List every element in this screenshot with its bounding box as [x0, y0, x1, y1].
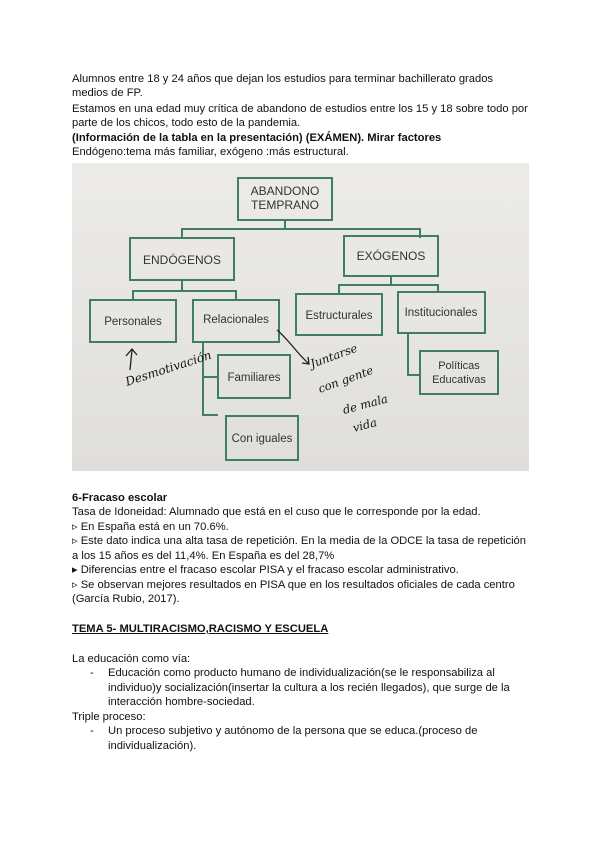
fracaso-line-7: (García Rubio, 2017).	[72, 593, 180, 605]
intro-bold-line: (Información de la tabla en la presentación) (EXÁMEN). Mirar factores	[72, 132, 442, 144]
note-juntarse-1: Juntarse	[308, 340, 360, 371]
fracaso-line-5: ▸ Diferencias entre el fracaso escolar PISA y el fracaso escolar administrativo.	[72, 564, 459, 576]
personales-label: Personales	[104, 316, 162, 328]
tema5-bullet1-line3: interacción hombre-sociedad.	[108, 696, 255, 708]
diagram-photo	[72, 163, 529, 471]
politicas-label-1: Políticas	[438, 360, 480, 372]
intro-line-6: Endógeno:tema más familiar, exógeno :más estructural.	[72, 146, 349, 158]
note-desmotivacion: Desmotivación	[123, 347, 214, 389]
root-label-2: TEMPRANO	[250, 198, 320, 212]
familiares-label: Familiares	[227, 372, 281, 384]
institucionales-label: Institucionales	[404, 307, 478, 319]
endogenos-label: ENDÓGENOS	[142, 253, 222, 267]
endogenos-connectors	[133, 280, 236, 300]
intro-line-2: medios de FP.	[72, 87, 143, 99]
note-juntarse-2: con gente	[316, 363, 375, 396]
bullet-dash-1: -	[90, 667, 94, 679]
fracaso-line-6: ▹ Se observan mejores resultados en PISA que en los resultados oficiales de cada centro	[72, 579, 515, 591]
fracaso-line-1: Tasa de Idoneidad: Alumnado que está en el cuso que le corresponde por la edad.	[72, 506, 481, 518]
arrow-up-icon	[126, 349, 137, 370]
note-juntarse-3: de mala	[341, 391, 390, 417]
tema5-bullet1-line1: Educación como producto humano de individualización(se le responsabiliza al	[108, 667, 495, 679]
tema5-via: La educación como vía:	[72, 653, 191, 665]
exogenos-label: EXÓGENOS	[356, 249, 426, 263]
tema5-bullet2-line1: Un proceso subjetivo y autónomo de la persona que se educa.(proceso de	[108, 725, 478, 737]
intro-line-3: Estamos en una edad muy crítica de abandono de estudios entre los 15 y 18 sobre todo por	[72, 103, 528, 115]
estructurales-label: Estructurales	[305, 310, 373, 322]
relacionales-label: Relacionales	[203, 314, 269, 326]
intro-line-1: Alumnos entre 18 y 24 años que dejan los estudios para terminar bachillerato grados	[72, 73, 494, 85]
tema5-bullet2-line2: individualización).	[108, 740, 197, 752]
concept-diagram	[72, 163, 529, 471]
fracaso-line-3: ▹ Este dato indica una alta tasa de repetición. En la media de la ODCE la tasa de repetición	[72, 535, 527, 547]
politicas-label-2: Educativas	[432, 374, 486, 386]
root-label-1: ABANDONO	[250, 184, 320, 198]
intro-line-4: parte de los chicos, todo esto de la pandemia.	[72, 117, 301, 129]
bullet-dash-2: -	[90, 725, 94, 737]
note-juntarse-4: vida	[351, 415, 379, 435]
institucionales-connector	[408, 333, 420, 375]
tema5-heading: TEMA 5- MULTIRACISMO,RACISMO Y ESCUELA	[72, 623, 329, 635]
tema5-bullet1-line2: individuo)y socialización(insertar la cultura a los recién llegados), que surge de la	[108, 682, 510, 694]
fracaso-line-4: a los 15 años es del 11,4%. En España es del 28,7%	[72, 550, 335, 562]
tema5-triple: Triple proceso:	[72, 711, 146, 723]
fracaso-line-2: ▹ En España está en un 70.6%.	[72, 521, 229, 533]
con-iguales-label: Con iguales	[231, 433, 293, 445]
politicas-box	[420, 351, 498, 394]
fracaso-heading: 6-Fracaso escolar	[72, 492, 168, 504]
